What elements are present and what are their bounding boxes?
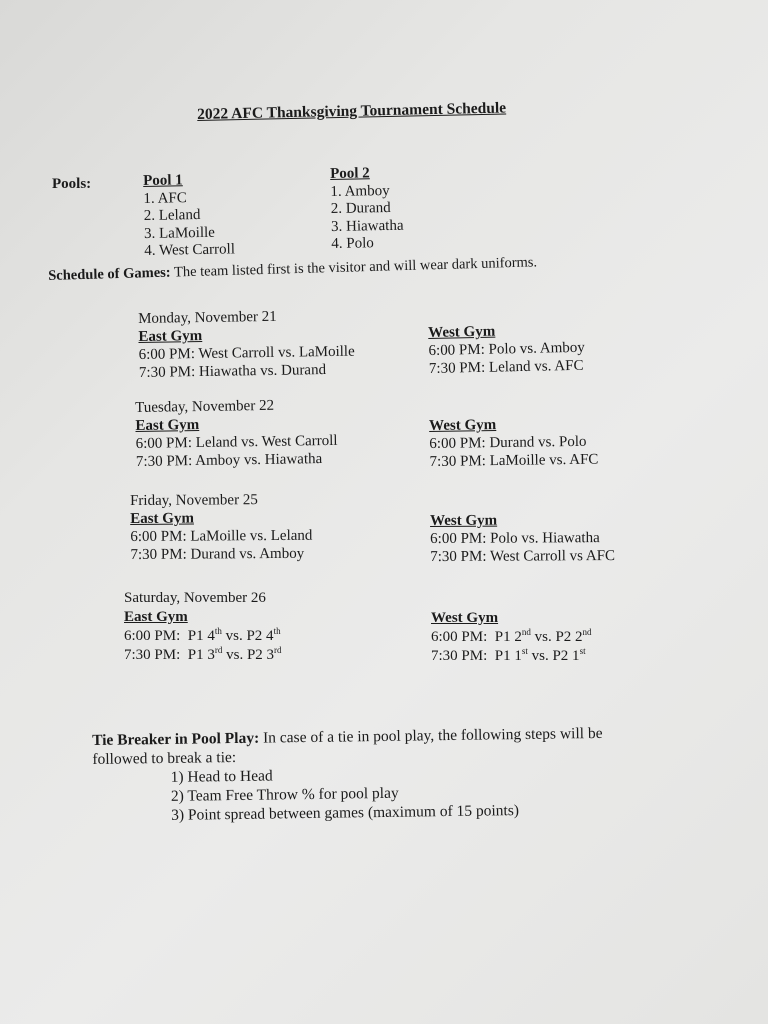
tie-breaker-line-2: followed to break a tie: bbox=[92, 748, 237, 768]
game-line: 6:00 PM: Polo vs. Amboy bbox=[428, 339, 585, 359]
east-gym-heading: East Gym bbox=[130, 510, 194, 527]
pool-2 bbox=[330, 165, 404, 254]
seed-a: P1 4 bbox=[187, 628, 215, 644]
day-tuesday-west bbox=[429, 415, 599, 471]
east-gym-heading: East Gym bbox=[124, 609, 188, 625]
seed-a-suffix: rd bbox=[214, 645, 223, 655]
seed-a: P1 3 bbox=[187, 647, 215, 663]
pool-2-team: 4. Polo bbox=[331, 235, 375, 252]
seed-b: P2 1 bbox=[552, 648, 580, 664]
day-tuesday-east bbox=[135, 396, 338, 471]
tie-breaker-step: 2) Team Free Throw % for pool play bbox=[170, 784, 399, 805]
day-date: Friday, November 25 bbox=[130, 492, 258, 509]
game-line: 6:00 PM: Durand vs. Polo bbox=[429, 433, 587, 452]
pool-1-team: 3. LaMoille bbox=[143, 224, 216, 242]
schedule-intro bbox=[48, 254, 537, 285]
game-line: 7:30 PM: Amboy vs. Hiawatha bbox=[135, 451, 323, 470]
west-gym-heading: West Gym bbox=[428, 323, 496, 341]
game-time: 6:00 PM: bbox=[431, 629, 488, 645]
game-line bbox=[431, 628, 592, 647]
vs-label: vs. bbox=[531, 648, 549, 664]
game-line: 6:00 PM: West Carroll vs. LaMoille bbox=[138, 343, 355, 363]
pool-2-team: 3. Hiawatha bbox=[330, 217, 404, 235]
east-gym-heading: East Gym bbox=[135, 416, 200, 434]
game-line: 7:30 PM: Leland vs. AFC bbox=[428, 357, 584, 377]
pool-2-team: 1. Amboy bbox=[330, 182, 390, 200]
seed-b: P2 3 bbox=[246, 647, 275, 663]
day-monday-east bbox=[138, 307, 355, 382]
seed-b: P2 2 bbox=[555, 629, 583, 645]
game-line: 6:00 PM: LaMoille vs. Leland bbox=[130, 527, 313, 545]
pools-label: Pools: bbox=[52, 176, 92, 192]
pool-1-team: 2. Leland bbox=[143, 207, 201, 224]
day-friday-west bbox=[430, 511, 615, 566]
vs-label: vs. bbox=[534, 629, 552, 645]
game-line: 7:30 PM: West Carroll vs AFC bbox=[430, 548, 616, 565]
day-date: Monday, November 21 bbox=[138, 308, 277, 327]
seed-a: P1 2 bbox=[494, 629, 522, 645]
game-line: 6:00 PM: Leland vs. West Carroll bbox=[135, 432, 338, 452]
schedule-label: Schedule of Games: bbox=[48, 264, 171, 284]
seed-a: P1 1 bbox=[494, 648, 522, 664]
game-time: 7:30 PM: bbox=[431, 648, 488, 664]
vs-label: vs. bbox=[226, 647, 244, 663]
seed-b: P2 4 bbox=[246, 628, 274, 644]
tie-breaker-text: In case of a tie in pool play, the following steps will be bbox=[262, 724, 603, 747]
pool-2-team: 2. Durand bbox=[330, 199, 391, 217]
day-date: Tuesday, November 22 bbox=[135, 397, 275, 416]
pool-1-team: 4. West Carroll bbox=[144, 241, 236, 259]
game-line bbox=[124, 627, 282, 646]
tie-breaker-step: 3) Point spread between games (maximum of 15 points) bbox=[171, 802, 520, 824]
seed-b-suffix: rd bbox=[274, 645, 282, 655]
east-gym-heading: East Gym bbox=[138, 327, 203, 345]
tie-breaker-label: Tie Breaker in Pool Play: bbox=[92, 729, 260, 749]
seed-b-suffix: st bbox=[579, 646, 586, 656]
pool-1-team: 1. AFC bbox=[143, 189, 187, 207]
west-gym-heading: West Gym bbox=[430, 512, 498, 529]
day-saturday-east bbox=[124, 589, 282, 665]
tie-breaker-steps bbox=[93, 762, 604, 826]
game-line: 6:00 PM: Polo vs. Hiawatha bbox=[430, 530, 600, 547]
seed-a-suffix: th bbox=[214, 626, 222, 636]
seed-b-suffix: nd bbox=[582, 627, 592, 637]
day-friday-east bbox=[130, 491, 313, 564]
vs-label: vs. bbox=[225, 628, 243, 644]
game-time: 6:00 PM: bbox=[124, 628, 181, 644]
pool-2-heading: Pool 2 bbox=[330, 165, 370, 182]
schedule-note: The team listed first is the visitor and will wear dark uniforms. bbox=[173, 254, 538, 281]
day-monday-west bbox=[428, 321, 585, 378]
day-date: Saturday, November 26 bbox=[124, 590, 266, 606]
tie-breaker-section bbox=[92, 724, 604, 826]
day-saturday-west bbox=[431, 609, 592, 666]
seed-a-suffix: st bbox=[521, 646, 528, 656]
game-line: 7:30 PM: Durand vs. Amboy bbox=[130, 545, 305, 563]
game-line bbox=[124, 646, 282, 665]
game-line: 7:30 PM: LaMoille vs. AFC bbox=[429, 451, 599, 470]
pool-1 bbox=[143, 171, 235, 260]
game-time: 7:30 PM: bbox=[124, 647, 181, 663]
west-gym-heading: West Gym bbox=[431, 610, 499, 626]
seed-b-suffix: th bbox=[273, 626, 281, 636]
document-title: 2022 AFC Thanksgiving Tournament Schedule bbox=[197, 99, 507, 123]
game-line bbox=[431, 647, 592, 666]
pool-1-heading: Pool 1 bbox=[143, 172, 183, 189]
seed-a-suffix: nd bbox=[521, 627, 531, 637]
tie-breaker-step: 1) Head to Head bbox=[170, 767, 273, 786]
game-line: 7:30 PM: Hiawatha vs. Durand bbox=[138, 362, 327, 381]
west-gym-heading: West Gym bbox=[429, 417, 497, 434]
